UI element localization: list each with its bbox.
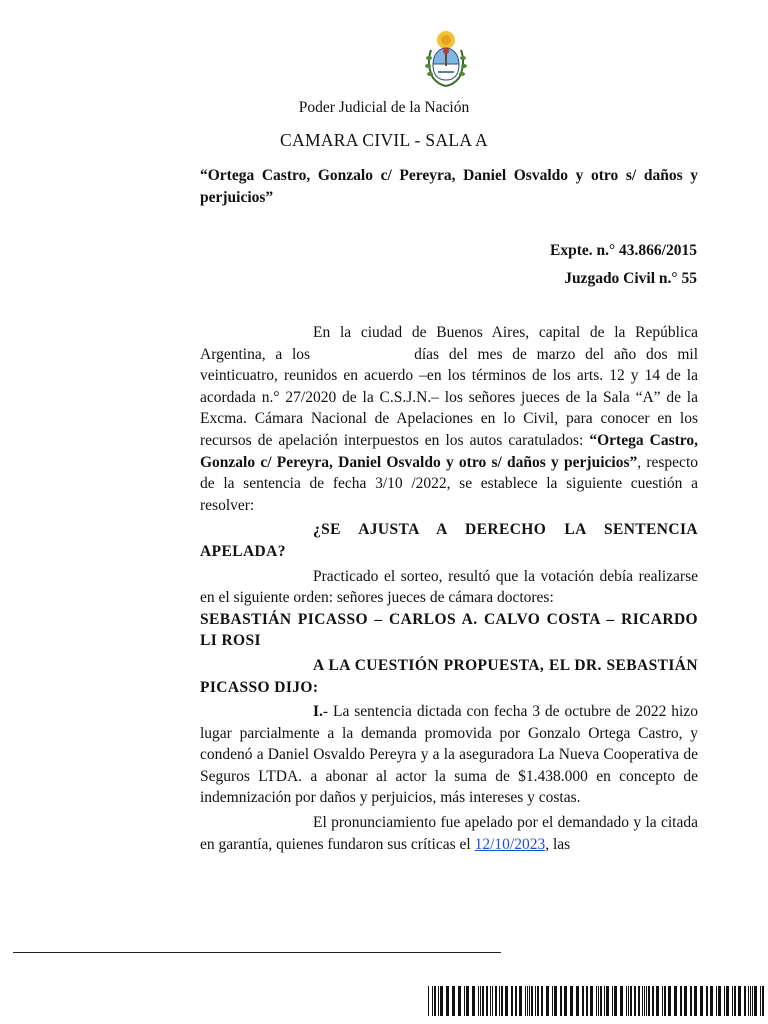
- judges-list: SEBASTIÁN PICASSO – CARLOS A. CALVO COSTA – RICARDO LI ROSI: [200, 610, 698, 650]
- footer-divider: [13, 952, 501, 953]
- paragraph-appeal: [200, 812, 698, 855]
- section-heading: A LA CUESTIÓN PROPUESTA, EL DR. SEBASTIÁN PICASSO DIJO:: [200, 656, 698, 696]
- court-name: CAMARA CIVIL - SALA A: [280, 130, 488, 150]
- court-number: Juzgado Civil n.° 55: [564, 270, 697, 287]
- paragraph-opening: [200, 322, 698, 516]
- ruling-body: [200, 322, 698, 855]
- paragraph-one-text: - La sentencia dictada con fecha 3 de octubre de 2022 hizo lugar parcialmente a la demanda promovida por Gonzalo Ortega Castro, y condenó a Daniel Osvaldo Pereyra y a la aseguradora La Nueva Cooperativa de Seguros LTDA. a abonar al actor la suma de $1.438.000 en concepto de indemnización por daños y perjuicios, más intereses y costas.: [200, 703, 698, 807]
- case-caption: “Ortega Castro, Gonzalo c/ Pereyra, Daniel Osvaldo y otro s/ daños y perjuicios”: [200, 167, 698, 206]
- paragraph-number: I.: [313, 703, 323, 721]
- case-number: Expte. n.° 43.866/2015: [549, 242, 697, 259]
- opening-text-c: , respecto de la sentencia de fecha 3/10 /2022, se establece la siguiente cuestión a resolver:: [200, 453, 698, 514]
- appeal-text-a: El pronunciamiento fue apelado por el demandado y la citada en garantía, quienes fundaron sus críticas el: [200, 814, 698, 853]
- barcode-icon: [428, 986, 768, 1016]
- organization-name: Poder Judicial de la Nación: [298, 99, 470, 116]
- appeal-text-b: , las: [545, 835, 571, 853]
- opening-case-title: “Ortega Castro, Gonzalo c/ Pereyra, Daniel Osvaldo y otro s/ daños y perjuicios”: [200, 431, 698, 471]
- question-heading: ¿SE AJUSTA A DERECHO LA SENTENCIA APELADA?: [200, 521, 698, 560]
- paragraph-one: [200, 701, 698, 809]
- opening-text-a: En la ciudad de Buenos Aires, capital de la República Argentina, a los: [200, 324, 698, 363]
- opening-text-b: días del mes de marzo del año dos mil veinticuatro, reunidos en acuerdo –en los términos de los arts. 12 y 14 de la acordada n.° 27/2020 de la C.S.J.N.– los señores jueces de la Sala “A” de la Excma. Cámara Nacional de Apelaciones en lo Civil, para conocer en los recursos de apelación interpuestos en los autos caratulados:: [200, 345, 699, 449]
- appeal-date-link[interactable]: 12/10/2023: [474, 835, 546, 853]
- coat-of-arms-icon: [423, 28, 469, 88]
- paragraph-draw: Practicado el sorteo, resultó que la votación debía realizarse en el siguiente orden: señores jueces de cámara doctores:: [200, 567, 698, 607]
